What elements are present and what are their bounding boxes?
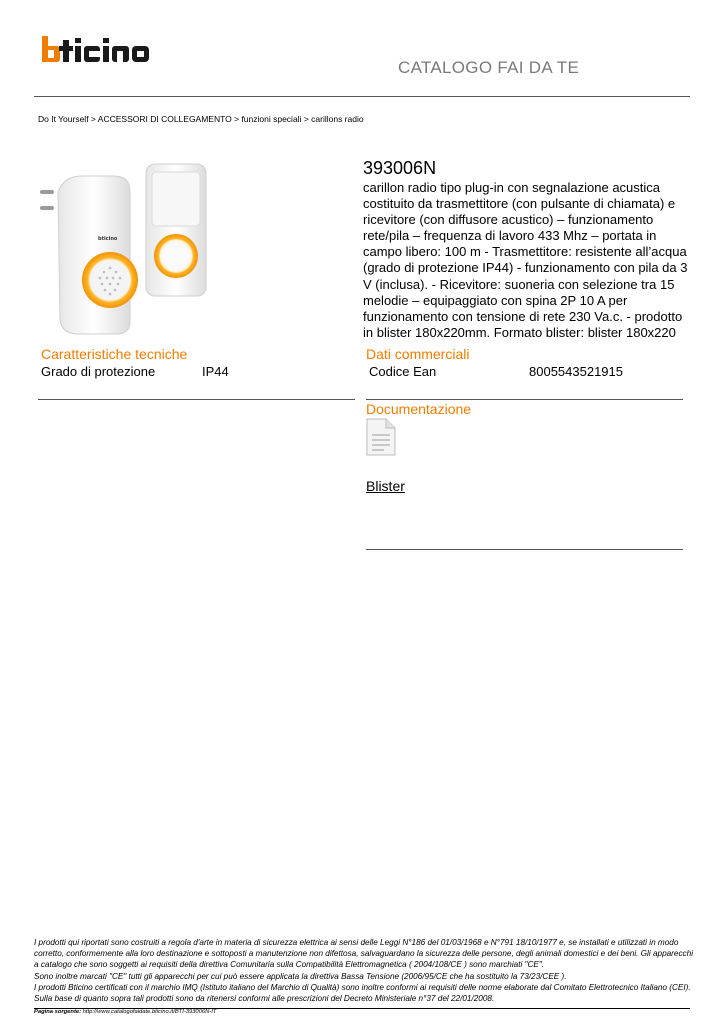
product-image <box>38 162 216 338</box>
tech-specs-divider <box>38 399 355 400</box>
footer-line: I prodotti Bticino certificati con il marchio IMQ (Istituto italiano del Marchio di Qualità) sono inoltre conformi ai requisiti delle norme elaborate dal Comitato Elettrotecnico Italiano (CEI). Sulla base di quanto sopra tali prodotti sono da ritenersi conformi alle prescrizioni del Decreto Ministeriale n°37 del 22/01/2008. <box>34 982 691 1004</box>
product-code: 393006N <box>363 158 437 178</box>
breadcrumb: Do It Yourself > ACCESSORI DI COLLEGAMENTO > funzioni speciali > carillons radio <box>38 114 364 124</box>
tech-specs-title: Caratteristiche tecniche <box>41 346 188 362</box>
source-url[interactable]: http://www.catalogofaidate.bticino.it/BTI-393006N-IT <box>82 1009 217 1015</box>
bticino-logo-icon <box>42 34 164 66</box>
catalog-title: CATALOGO FAI DA TE <box>398 58 580 77</box>
product-description: carillon radio tipo plug-in con segnalazione acustica costituito da trasmettitore (con pulsante di chiamata) e ricevitore (con diffusore acustico) – funzionamento rete/pila – frequenza di lavoro 433 Mhz – portata in campo libero: 100 m - Trasmettitore: resistente all’acqua (grado di protezione IP44) - funzionamento con pila da 3 V (inclusa). - Ricevitore: suoneria con selezione tra 15 melodie – equipaggiato con spina 2P 10 A per funzionamento con tensione di rete 230 Va.c. - prodotto in blister 180x220mm. Formato blister: blister 180x220 <box>363 180 688 340</box>
document-icon[interactable] <box>366 418 396 456</box>
commercial-title: Dati commerciali <box>366 346 470 362</box>
source-line <box>34 1009 216 1015</box>
legal-footer <box>34 937 694 1004</box>
brand-logo <box>42 34 164 72</box>
tech-spec-value: IP44 <box>202 364 229 379</box>
tech-spec-label: Grado di protezione <box>41 364 156 379</box>
blister-link[interactable]: Blister <box>366 478 405 494</box>
source-label: Pagina sorgente: <box>34 1009 82 1015</box>
documentation-title: Documentazione <box>366 401 472 417</box>
footer-line: I prodotti qui riportati sono costruiti a regola d'arte in materia di sicurezza elettrica ai sensi delle Leggi N°186 del 01/03/1968 e N°791 18/10/1977 e, se installati e utilizzati in modo corretto, conformemente alla loro destinazione e sottoposti a manutenzione non difettosa, salvaguardano la sicurezza delle persone, degli animali domestici e dei beni. Gli apparecchi a catalogo che sono soggetti ai requisiti della direttiva Comunitaria sulla Compatibilità Elettromagnetica ( 2004/108/CE ) sono marchiati "CE". <box>34 938 694 970</box>
header-divider <box>34 96 690 97</box>
footer-line: Sono inoltre marcati "CE" tutti gli apparecchi per cui può essere applicata la direttiva Bassa Tensione (2006/95/CE che ha sostituito la 73/23/CEE ). <box>34 971 567 981</box>
documentation-divider <box>366 549 683 550</box>
commercial-divider <box>366 399 683 400</box>
ean-label: Codice Ean <box>369 364 437 379</box>
ean-value: 8005543521915 <box>529 364 623 379</box>
svg-text:bticino: bticino <box>98 236 118 242</box>
